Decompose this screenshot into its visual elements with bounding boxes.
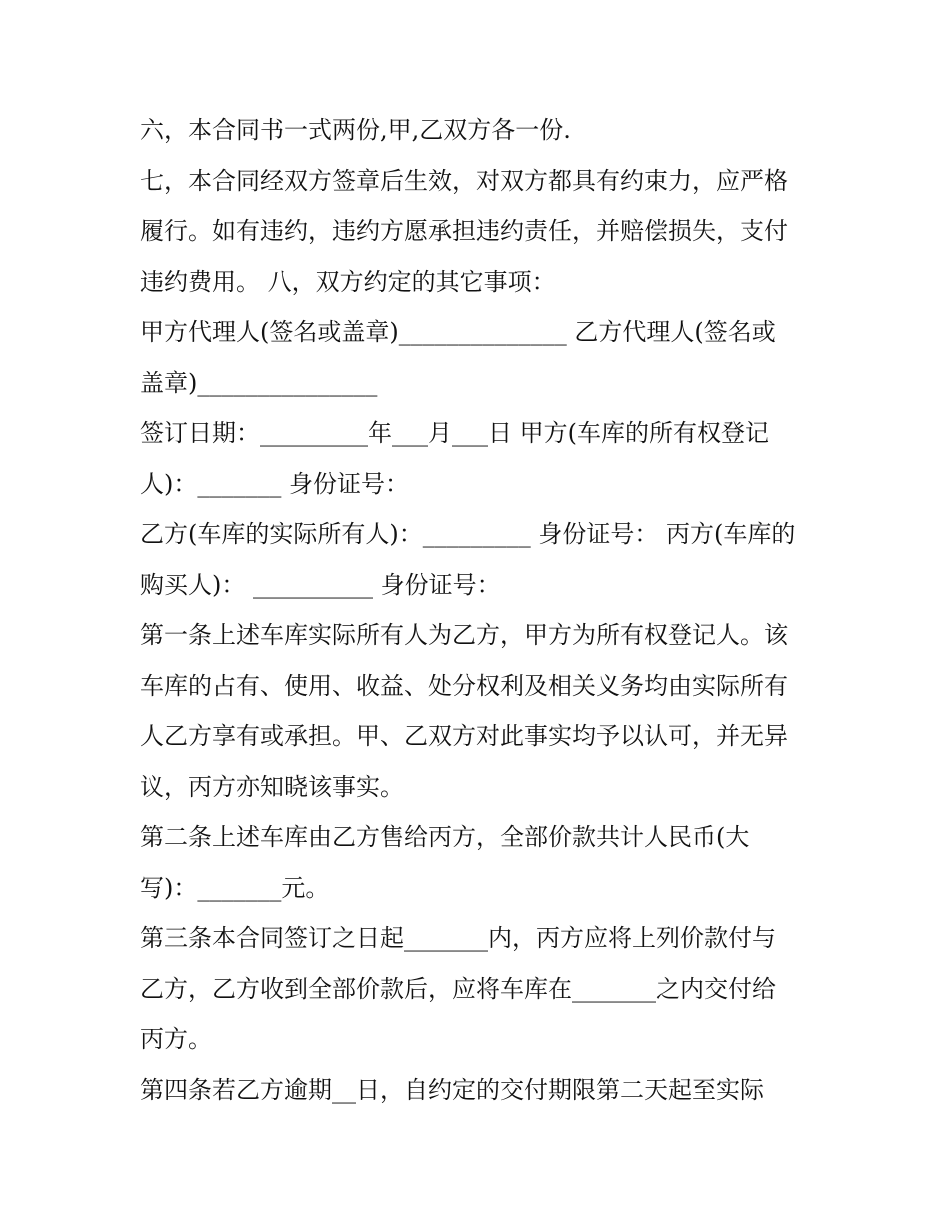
text-line: 履行。如有违约，违约方愿承担违约责任，并赔偿损失，支付 (140, 217, 788, 245)
text-line: 丙方。 (140, 1025, 212, 1053)
text-line: 盖章)_______________ (140, 369, 378, 397)
text-line: 乙方，乙方收到全部价款后，应将车库在_______之内交付给 (140, 975, 776, 1003)
text-line: 写)：_______元。 (140, 874, 330, 902)
text-line: 乙方(车库的实际所有人)：_________ 身份证号： 丙方(车库的 (140, 520, 796, 548)
text-line: 议，丙方亦知晓该事实。 (140, 773, 404, 801)
text-line: 第三条本合同签订之日起_______内，丙方应将上列价款付与 (140, 924, 776, 952)
text-line: 人乙方享有或承担。甲、乙双方对此事实均予以认可，并无异 (140, 722, 788, 750)
text-line: 人)：_______ 身份证号： (140, 470, 409, 498)
text-line: 七，本合同经双方签章后生效，对双方都具有约束力，应严格 (140, 167, 788, 195)
text-line: 甲方代理人(签名或盖章)______________ 乙方代理人(签名或 (140, 318, 776, 346)
text-line: 购买人)： __________ 身份证号： (140, 571, 501, 599)
text-line: 六，本合同书一式两份,甲,乙双方各一份. (140, 116, 571, 144)
text-line: 第四条若乙方逾期__日，自约定的交付期限第二天起至实际 (140, 1076, 764, 1104)
text-line: 第二条上述车库由乙方售给丙方，全部价款共计人民币(大 (140, 823, 750, 851)
text-line: 签订日期：_________年___月___日 甲方(车库的所有权登记 (140, 419, 769, 447)
text-line: 第一条上述车库实际所有人为乙方，甲方为所有权登记人。该 (140, 621, 788, 649)
text-line: 违约费用。 八，双方约定的其它事项： (140, 268, 556, 296)
text-line: 车库的占有、使用、收益、处分权利及相关义务均由实际所有 (140, 672, 788, 700)
